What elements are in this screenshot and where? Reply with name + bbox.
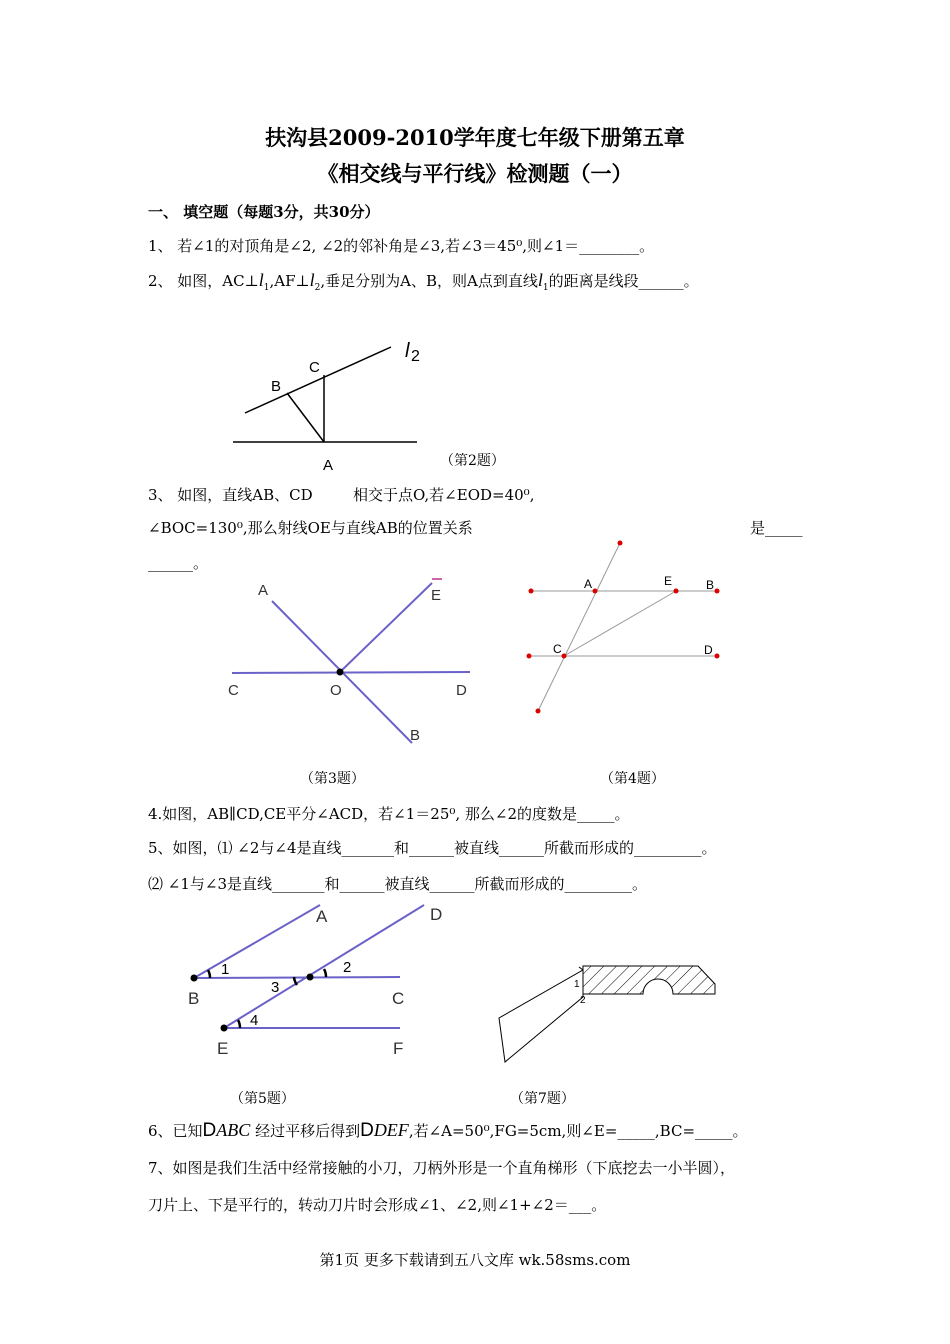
label-2: 2: [343, 959, 352, 976]
q3-line2-end: 是_____: [750, 519, 803, 537]
label-o: O: [330, 682, 342, 699]
section-heading: 一、 填空题（每题3分，共30分）: [148, 203, 380, 221]
figure-3: [220, 575, 490, 755]
blade: [499, 970, 583, 1062]
figure-7: [495, 960, 725, 1070]
label-e: E: [217, 1039, 229, 1058]
label-a: A: [584, 577, 593, 591]
q6-text-2: 经过平移后得到: [255, 1122, 361, 1140]
question-4: 4.如图，AB∥CD,CE平分∠ACD，若∠1＝25⁰, 那么∠2的度数是_____。: [148, 805, 630, 823]
triangle-symbol: D: [360, 1120, 374, 1141]
line-l2: [245, 347, 391, 413]
q2-text-4: 的距离是线段______。: [548, 272, 699, 290]
angle-1-mark: [208, 970, 210, 978]
label-3: 3: [271, 979, 280, 996]
label-f: F: [393, 1039, 404, 1058]
point-e: [221, 1025, 228, 1032]
point-b: [191, 975, 198, 982]
line-ac: [538, 543, 620, 711]
caption-fig2: （第2题）: [440, 453, 505, 469]
dot: [593, 589, 598, 594]
title-line-1: 扶沟县2009-2010学年度七年级下册第五章: [265, 125, 685, 150]
label-b: B: [706, 578, 715, 592]
label-b: B: [410, 727, 421, 744]
q6-text-1: 6、已知: [148, 1122, 203, 1140]
q3-line1-b: 相交于点O,若∠EOD=40⁰,: [353, 486, 535, 504]
angle-4-mark: [238, 1020, 240, 1028]
title-line-2: 《相交线与平行线》检测题（一）: [317, 161, 633, 186]
page-footer: 第1页 更多下载请到五八文库 wk.58sms.com: [319, 1251, 631, 1269]
label-1: 1: [574, 979, 580, 990]
label-a: A: [323, 457, 334, 474]
label-a: A: [258, 582, 269, 599]
q2-sub1: 1: [263, 283, 270, 293]
label-c: C: [309, 359, 320, 376]
handle: [583, 966, 715, 994]
question-6: [148, 1120, 748, 1142]
label-c: C: [392, 989, 405, 1008]
label-b: B: [188, 989, 200, 1008]
caption-fig7: （第7题）: [510, 1091, 575, 1107]
label-e: E: [431, 587, 442, 604]
q2-l1: l: [258, 270, 264, 290]
label-4: 4: [250, 1012, 259, 1029]
dot: [715, 654, 720, 659]
figure-5: [180, 900, 460, 1065]
figure-4: [520, 535, 730, 720]
dot: [618, 541, 623, 546]
ray-oe: [340, 583, 432, 672]
q3-line2: ∠BOC=130⁰,那么射线OE与直线AB的位置关系: [148, 519, 473, 537]
point-o: [337, 669, 344, 676]
blade-tip: [579, 967, 583, 970]
dot: [536, 709, 541, 714]
question-7a: 7、如图是我们生活中经常接触的小刀，刀柄外形是一个直角梯形（下底挖去一小半圆），: [148, 1159, 736, 1177]
q2-sub2: 2: [314, 283, 321, 293]
dot: [527, 654, 532, 659]
q2-text-3: ,垂足分别为A、B，则A点到直线: [320, 272, 538, 290]
label-l: l: [405, 340, 410, 362]
caption-fig3: （第3题）: [300, 771, 365, 787]
q6-abc: ABC: [216, 1120, 251, 1140]
label-l-sub: 2: [411, 348, 420, 365]
label-1: 1: [221, 961, 230, 978]
q2-l2: l: [309, 270, 315, 290]
question-5b: ⑵ ∠1与∠3是直线_______和______被直线______所截而形成的_________。: [148, 875, 647, 893]
line-cd: [232, 672, 470, 673]
q2-sub3: 1: [542, 283, 549, 293]
q3-line3: ______。: [148, 554, 209, 572]
dot: [529, 589, 534, 594]
angle-2-mark: [324, 969, 326, 977]
label-b: B: [271, 378, 282, 395]
line-ba: [194, 905, 320, 978]
q2-text-2: ,AF⊥: [269, 272, 310, 290]
question-2: [148, 270, 699, 293]
q2-text-1: 2、 如图，AC⊥: [148, 272, 259, 290]
caption-fig4: （第4题）: [600, 771, 665, 787]
segment-ab: [287, 393, 324, 442]
label-d: D: [456, 682, 467, 699]
dot: [674, 589, 679, 594]
label-e: E: [664, 574, 673, 588]
label-d: D: [704, 643, 713, 657]
label-a: A: [316, 907, 328, 926]
caption-fig5: （第5题）: [230, 1091, 295, 1107]
q3-line1-a: 3、 如图，直线AB、CD: [148, 486, 313, 504]
point-intersection: [307, 974, 314, 981]
dot: [715, 589, 720, 594]
question-5a: 5、如图，⑴ ∠2与∠4是直线_______和______被直线______所截而形成的_________。: [148, 839, 717, 857]
label-2: 2: [580, 995, 586, 1006]
triangle-symbol: D: [202, 1120, 217, 1141]
q2-l3: l: [537, 270, 543, 290]
label-d: D: [430, 905, 443, 924]
q6-text-3: ,若∠A=50⁰,FG=5cm,则∠E=_____,BC=_____。: [408, 1122, 748, 1140]
question-7b: 刀片上、下是平行的，转动刀片时会形成∠1、∠2,则∠1+∠2＝___。: [148, 1196, 607, 1214]
question-1: 1、 若∠1的对顶角是∠2, ∠2的邻补角是∠3,若∠3＝45⁰,则∠1＝________。: [148, 237, 655, 255]
label-c: C: [228, 682, 239, 699]
dot: [562, 654, 567, 659]
q6-def: DEF: [373, 1120, 409, 1140]
label-c: C: [553, 642, 562, 656]
